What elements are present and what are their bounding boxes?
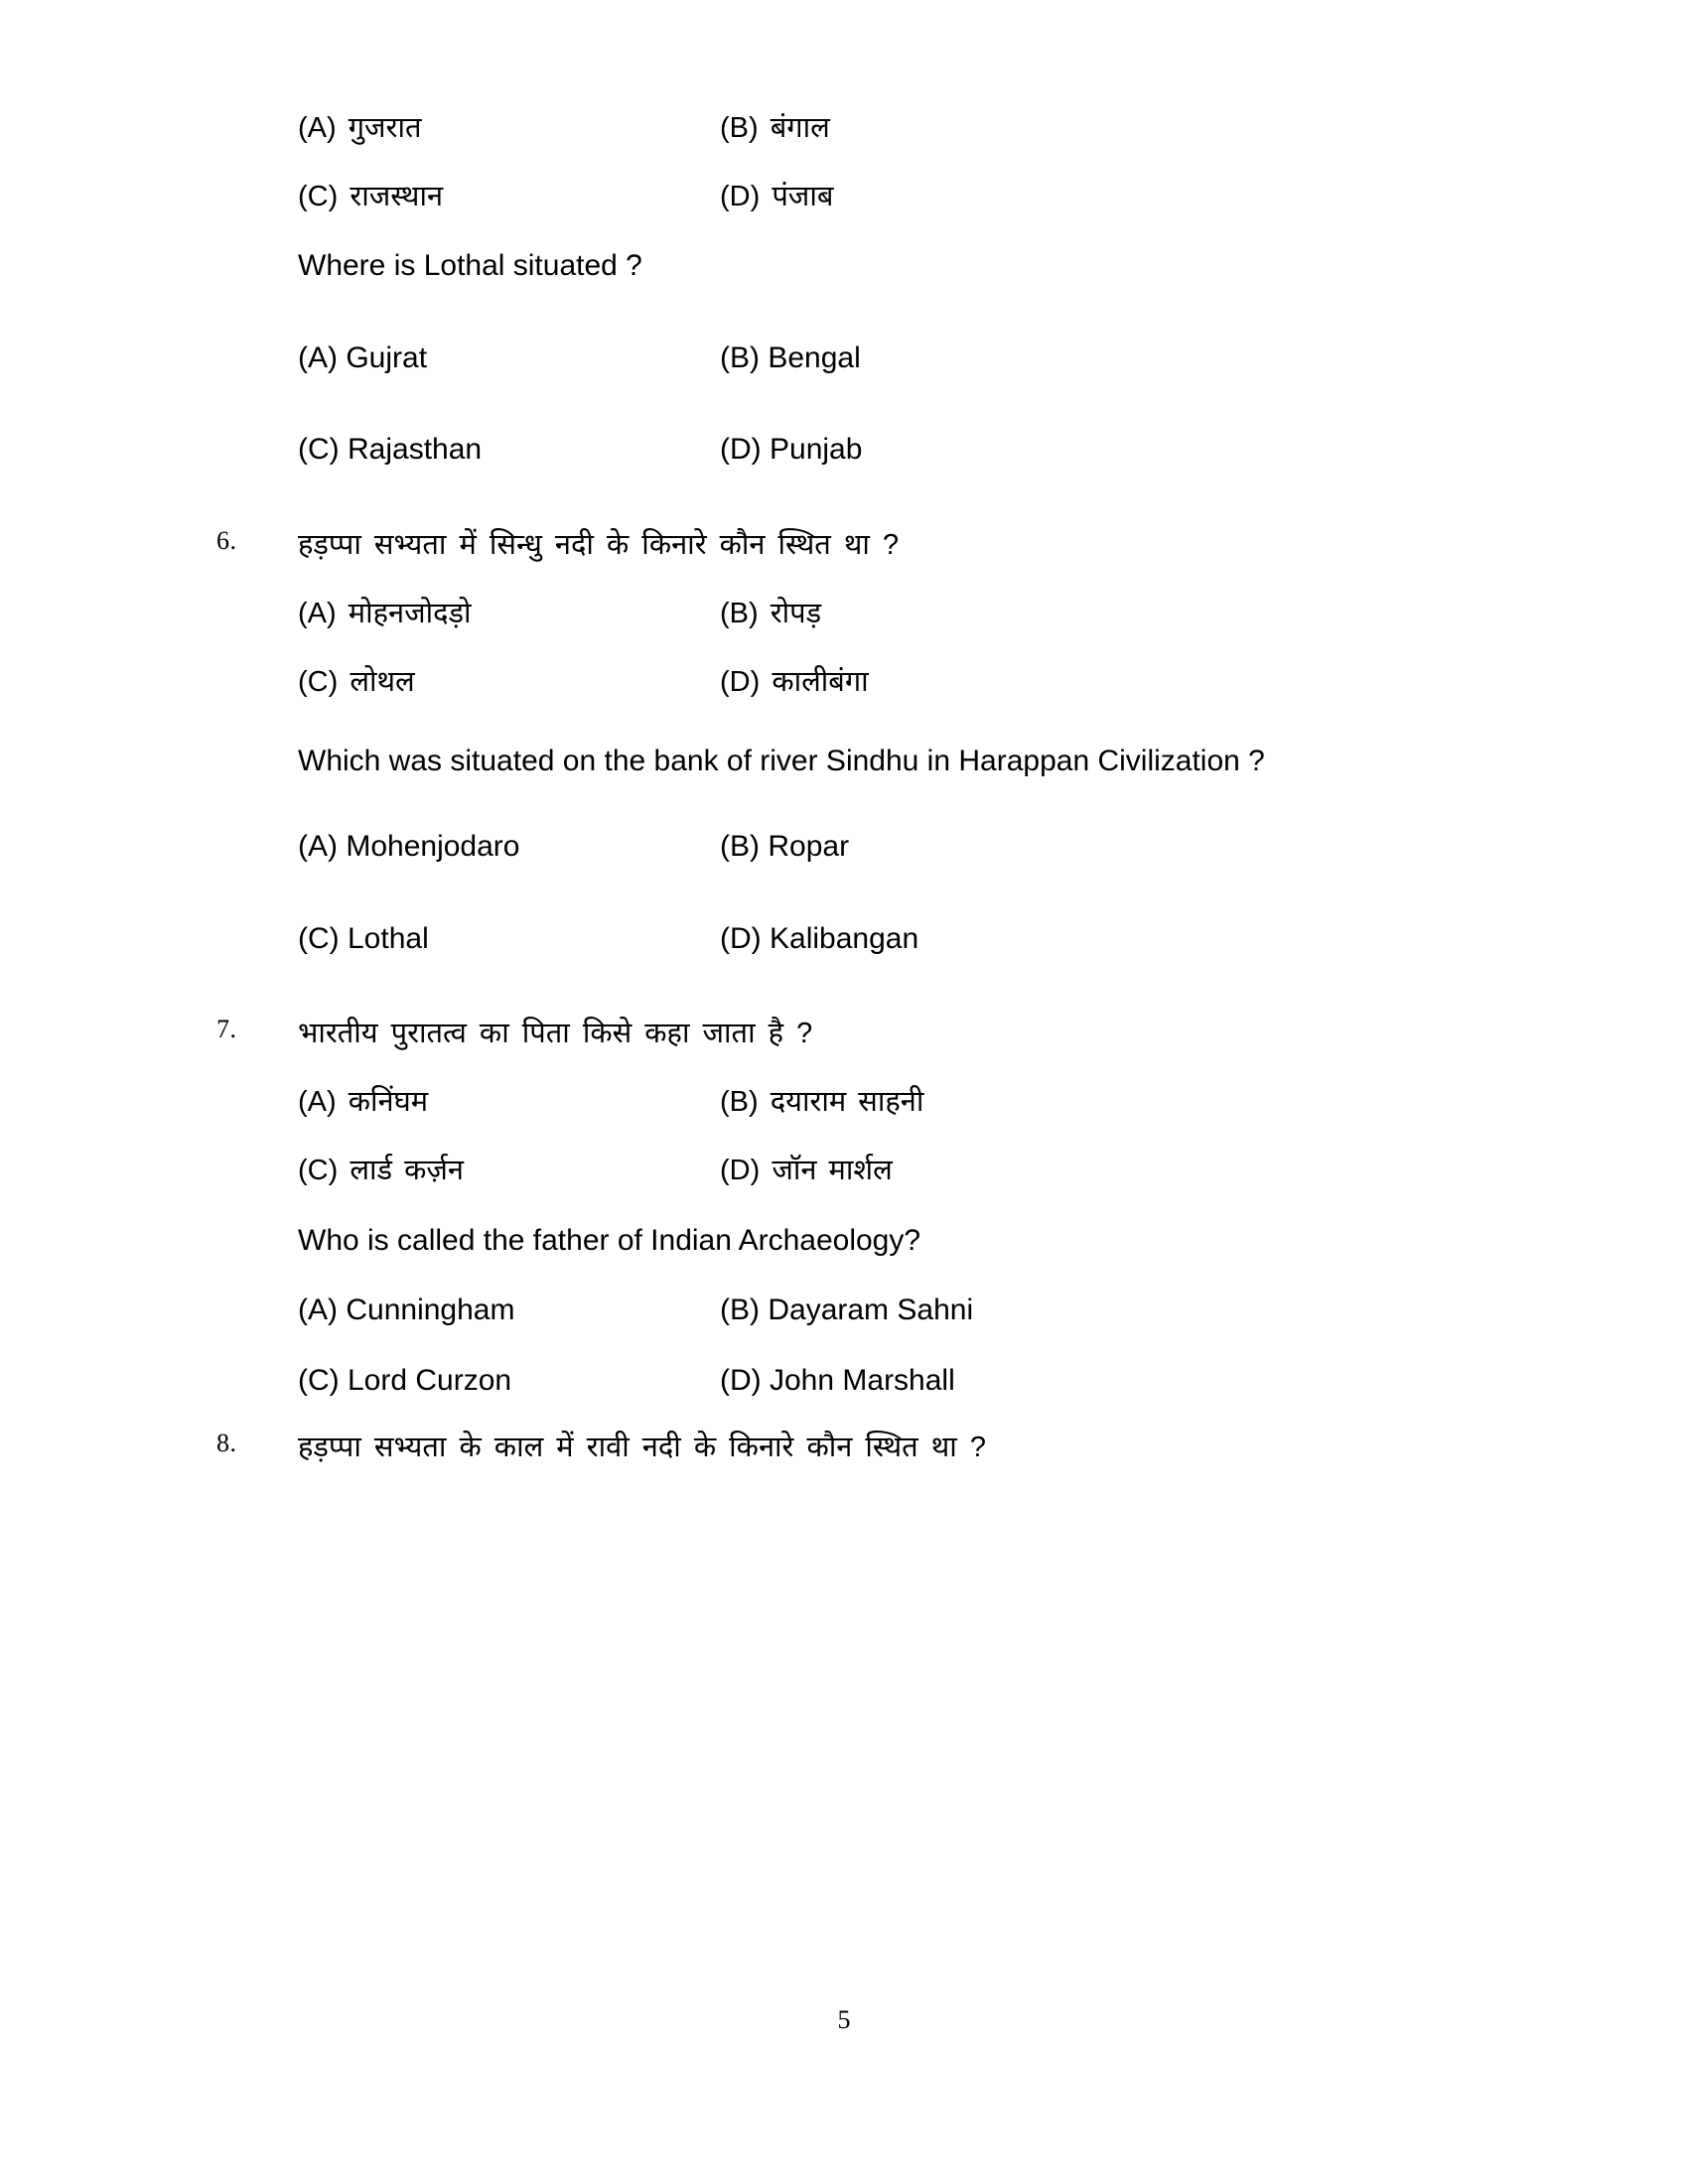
option-text: Lord Curzon	[348, 1363, 512, 1397]
option-label: (B)	[720, 830, 760, 864]
option-label: (A)	[298, 112, 337, 144]
option-label: (B)	[720, 1086, 759, 1119]
option-label: (C)	[298, 666, 339, 699]
spacer	[298, 959, 1479, 1015]
option-row-english-ab	[298, 339, 1479, 379]
option-text: लोथल	[350, 666, 415, 699]
option-b-hindi	[720, 109, 1479, 148]
option-label: (B)	[720, 112, 759, 144]
option-text: बंगाल	[770, 112, 830, 144]
option-label: (D)	[720, 433, 762, 467]
option-row-english-ab	[298, 1291, 1479, 1331]
option-d-hindi	[720, 1152, 1479, 1190]
option-c-hindi	[298, 1152, 720, 1190]
question-text-english-6: Which was situated on the bank of river Sindhu in Harappan Civilization ?	[298, 745, 1265, 778]
question-number-6: 6.	[216, 525, 237, 555]
option-text: मोहनजोदड़ो	[348, 597, 472, 629]
option-text: लार्ड कर्ज़न	[350, 1155, 464, 1187]
option-d-english	[720, 430, 1479, 471]
option-row-hindi-cd	[298, 663, 1479, 702]
option-b-hindi	[720, 595, 1479, 633]
option-label: (C)	[298, 181, 339, 213]
question-block-8	[216, 1429, 1479, 1467]
option-text: कनिंघम	[348, 1086, 429, 1119]
option-text: Cunningham	[346, 1294, 515, 1327]
question-heading-6	[216, 525, 1479, 565]
option-label: (C)	[298, 921, 340, 955]
option-label: (C)	[298, 433, 340, 467]
option-text: Dayaram Sahni	[768, 1294, 974, 1327]
option-a-hindi	[298, 1083, 720, 1122]
question-heading-7	[216, 1015, 1479, 1053]
option-label: (D)	[720, 1155, 761, 1187]
option-row-english-ab	[298, 827, 1479, 868]
option-a-english	[298, 1291, 720, 1331]
option-a-english	[298, 827, 720, 868]
option-d-english	[720, 1361, 1479, 1402]
option-text: गुजरात	[348, 112, 422, 144]
question-text-english-7: Who is called the father of Indian Archaeology?	[298, 1223, 921, 1257]
option-text: Bengal	[768, 341, 861, 374]
spacer	[298, 471, 1479, 526]
option-row-english-cd	[298, 1361, 1479, 1402]
option-label: (B)	[720, 341, 760, 374]
spacer	[298, 1401, 1479, 1429]
question-number-7: 7.	[216, 1015, 237, 1044]
question-text-hindi-8: हड़प्पा सभ्यता के काल में रावी नदी के किनारे कौन स्थित था ?	[298, 1432, 986, 1464]
option-b-english	[720, 339, 1479, 379]
option-text: Kalibangan	[770, 921, 919, 955]
option-a-hindi	[298, 109, 720, 148]
option-label: (A)	[298, 830, 338, 864]
option-label: (A)	[298, 597, 337, 629]
option-text: पंजाब	[772, 181, 834, 213]
option-label: (D)	[720, 181, 761, 213]
option-label: (A)	[298, 1086, 337, 1119]
option-label: (C)	[298, 1363, 340, 1397]
option-row-hindi-cd	[298, 1152, 1479, 1190]
option-c-english	[298, 919, 720, 960]
option-text: John Marshall	[770, 1363, 955, 1397]
option-label: (A)	[298, 1294, 338, 1327]
option-text: Punjab	[770, 433, 863, 467]
option-a-hindi	[298, 595, 720, 633]
question-text-english-5: Where is Lothal situated ?	[298, 249, 642, 283]
question-block-7	[216, 1015, 1479, 1401]
option-a-english	[298, 339, 720, 379]
question-number-8: 8.	[216, 1429, 237, 1458]
option-label: (D)	[720, 1363, 762, 1397]
option-text: Rajasthan	[348, 433, 483, 467]
option-text: जॉन मार्शल	[772, 1155, 893, 1187]
option-d-hindi	[720, 663, 1479, 702]
question-text-hindi-7: भारतीय पुरातत्व का पिता किसे कहा जाता है ?	[298, 1018, 813, 1050]
option-text: Lothal	[348, 921, 429, 955]
option-text: राजस्थान	[350, 181, 444, 213]
option-label: (A)	[298, 341, 338, 374]
option-row-hindi-ab	[298, 109, 1479, 148]
question-text-hindi-6: हड़प्पा सभ्यता में सिन्धु नदी के किनारे कौन स्थित था ?	[298, 528, 900, 561]
option-d-hindi	[720, 178, 1479, 216]
question-block-6	[216, 525, 1479, 959]
option-text: दयाराम साहनी	[770, 1086, 924, 1119]
option-c-hindi	[298, 663, 720, 702]
question-heading-8	[216, 1429, 1479, 1467]
option-text: Gujrat	[346, 341, 428, 374]
option-row-hindi-cd	[298, 178, 1479, 216]
option-text: कालीबंगा	[772, 666, 869, 699]
option-row-hindi-ab	[298, 595, 1479, 633]
option-b-english	[720, 1291, 1479, 1331]
page-number: 5	[837, 2005, 851, 2034]
option-c-english	[298, 430, 720, 471]
option-row-english-cd	[298, 919, 1479, 960]
option-d-english	[720, 919, 1479, 960]
option-text: Ropar	[768, 830, 850, 864]
option-label: (D)	[720, 921, 762, 955]
option-text: Mohenjodaro	[346, 830, 520, 864]
option-b-english	[720, 827, 1479, 868]
option-c-english	[298, 1361, 720, 1402]
option-label: (B)	[720, 597, 759, 629]
option-row-english-cd	[298, 430, 1479, 471]
page-content	[216, 109, 1479, 1467]
option-row-hindi-ab	[298, 1083, 1479, 1122]
option-label: (D)	[720, 666, 761, 699]
option-text: रोपड़	[770, 597, 822, 629]
option-c-hindi	[298, 178, 720, 216]
option-label: (C)	[298, 1155, 339, 1187]
question-block-5-continued	[298, 109, 1479, 471]
option-label: (B)	[720, 1294, 760, 1327]
option-b-hindi	[720, 1083, 1479, 1122]
